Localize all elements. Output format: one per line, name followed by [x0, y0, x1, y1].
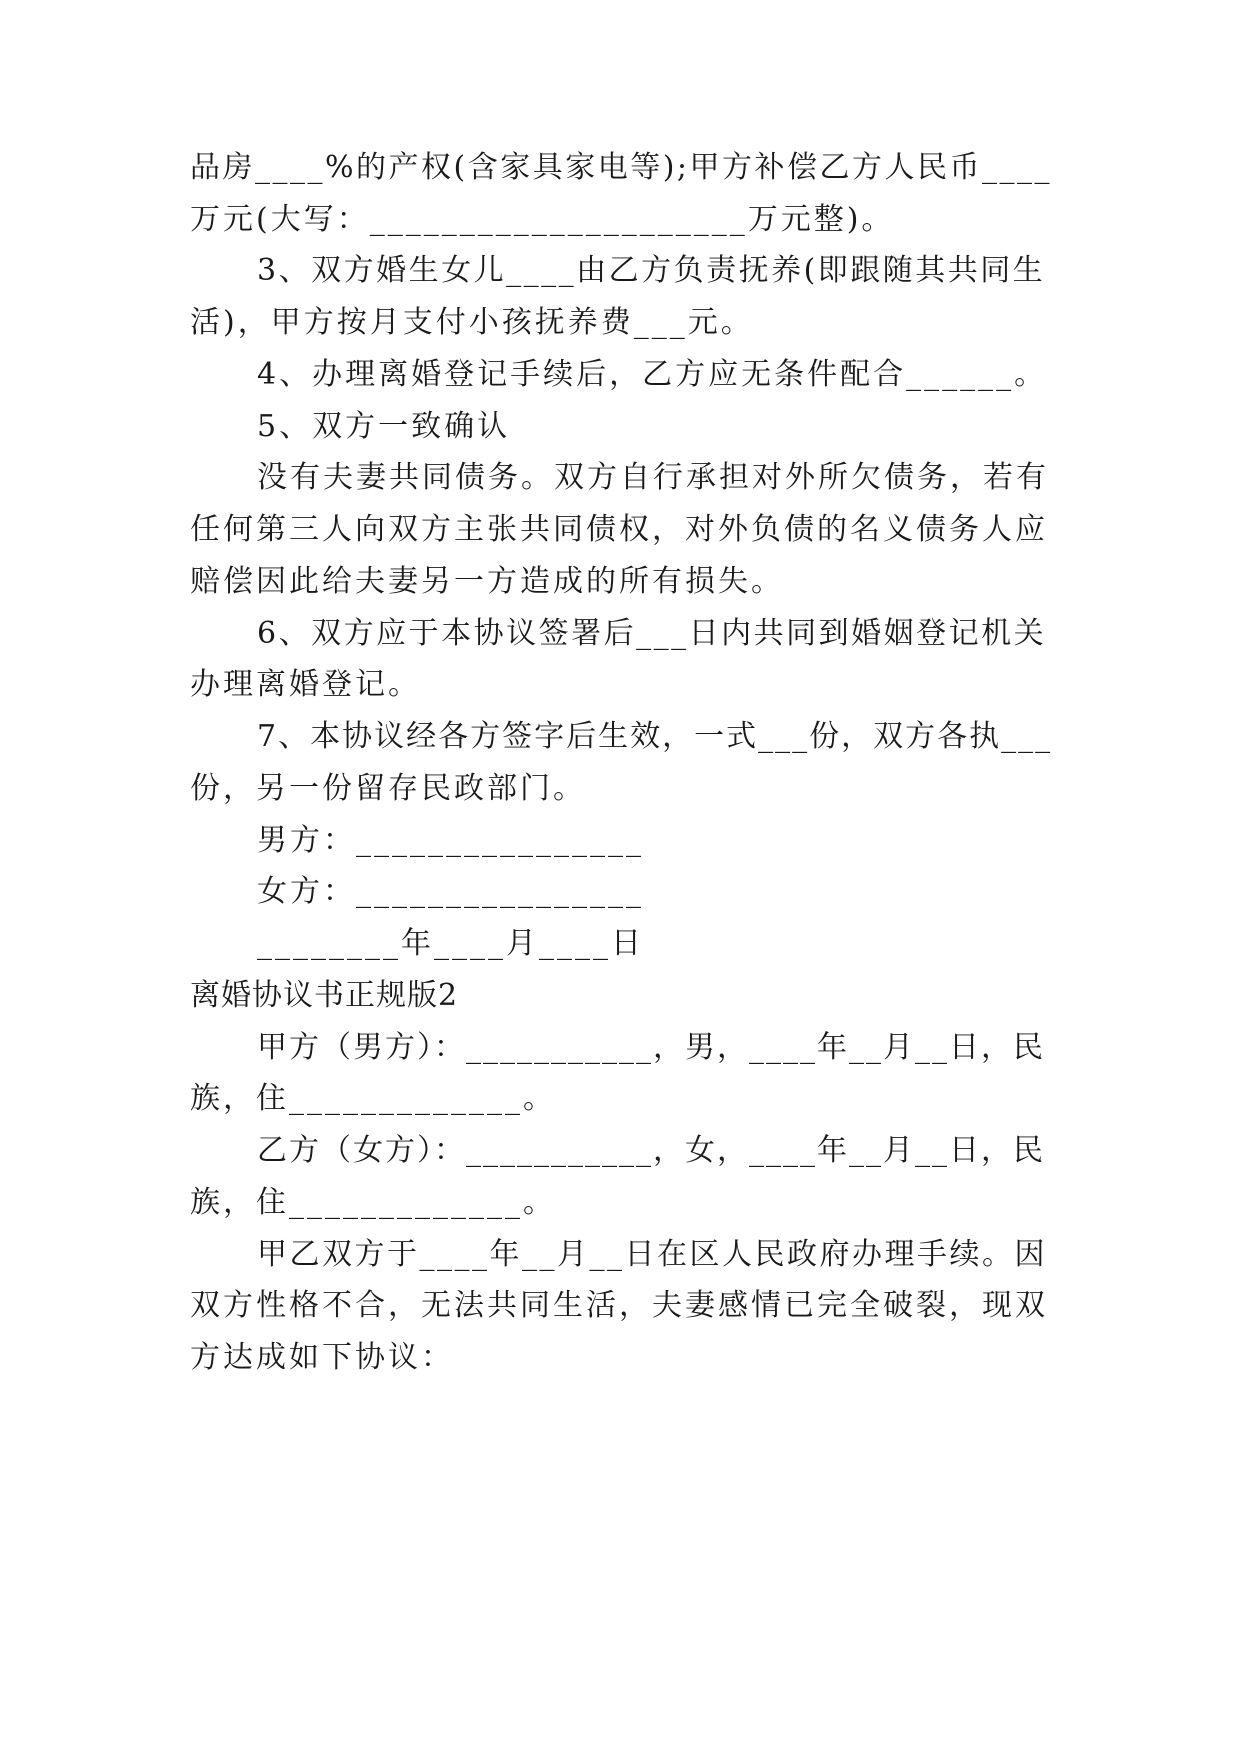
text-line: 办理离婚登记。: [190, 667, 421, 702]
text-line: 5、双方一致确认: [257, 409, 511, 444]
text-line: 双方性格不合，无法共同生活，夫妻感情已完全破裂，现双: [190, 1288, 1048, 1323]
section-heading: 离婚协议书正规版2: [190, 978, 459, 1013]
text-line: 任何第三人向双方主张共同债权，对外负债的名义债务人应: [190, 512, 1048, 547]
text-line: 4、办理离婚登记手续后，乙方应无条件配合______。: [257, 357, 1048, 392]
text-line: 3、双方婚生女儿____由乙方负责抚养(即跟随其共同生: [257, 253, 1046, 288]
text-line: 赔偿因此给夫妻另一方造成的所有损失。: [190, 564, 784, 599]
date-line: ________年____月____日: [257, 926, 644, 961]
text-line: 甲方（男方）：___________，男，____年__月__日，民: [257, 1030, 1045, 1065]
text-line: 万元(大写：_____________________万元整)。: [190, 202, 895, 237]
text-line: 乙方（女方）：___________，女，____年__月__日，民: [257, 1133, 1045, 1168]
signature-line-male: 男方：________________: [257, 823, 644, 858]
text-line: 份，另一份留存民政部门。: [190, 771, 586, 806]
signature-line-female: 女方：________________: [257, 874, 644, 909]
text-line: 方达成如下协议：: [190, 1340, 454, 1375]
text-line: 7、本协议经各方签字后生效，一式___份，双方各执___: [257, 719, 1053, 754]
text-line: 品房____%的产权(含家具家电等);甲方补偿乙方人民币____: [190, 150, 1053, 185]
text-line: 活)，甲方按月支付小孩抚养费___元。: [190, 305, 754, 340]
text-line: 族，住_____________。: [190, 1081, 556, 1116]
text-line: 族，住_____________。: [190, 1185, 556, 1220]
text-line: 没有夫妻共同债务。双方自行承担对外所欠债务，若有: [257, 460, 1049, 495]
text-line: 6、双方应于本协议签署后___日内共同到婚姻登记机关: [257, 616, 1047, 651]
text-line: 甲乙双方于____年__月__日在区人民政府办理手续。因: [257, 1237, 1047, 1272]
